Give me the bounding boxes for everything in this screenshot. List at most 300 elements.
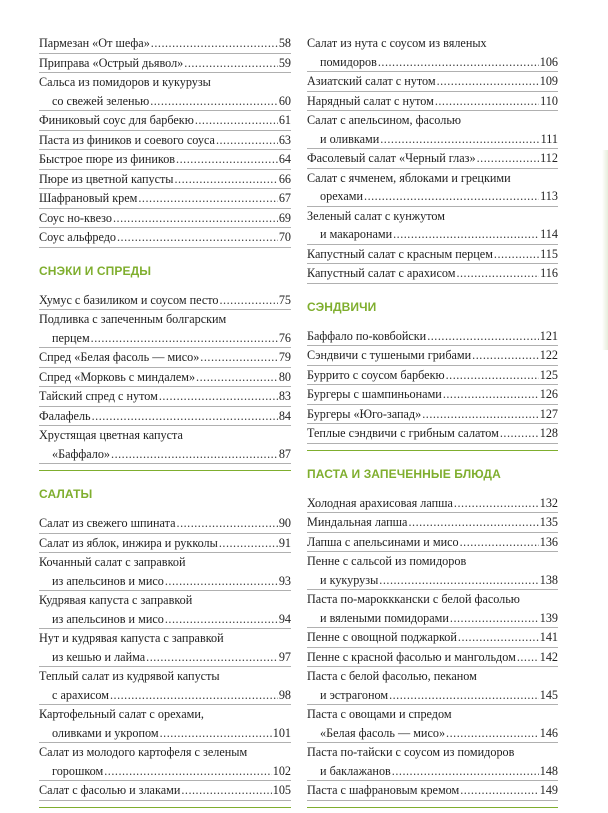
page-number: 102 — [272, 763, 291, 778]
toc-entry-line — [39, 572, 291, 591]
toc-entry-title: Холодная арахисовая лапша — [307, 495, 453, 510]
toc-entry-line — [39, 686, 291, 705]
toc-entry-title: Быстрое пюре из фиников — [39, 152, 176, 166]
toc-entry-line — [39, 762, 291, 781]
toc-entry-title: Пюре из цветной капусты — [39, 171, 174, 186]
toc-entry-line — [307, 609, 558, 628]
toc-entry — [39, 170, 291, 190]
toc-entry-title: и оливками — [320, 131, 380, 146]
toc-entry-line — [307, 686, 558, 705]
dot-leader — [117, 228, 278, 247]
dot-leader — [165, 572, 278, 591]
dot-leader — [392, 762, 539, 781]
toc-entry-line — [307, 72, 558, 91]
dot-leader — [494, 245, 539, 264]
page-number: 126 — [539, 387, 558, 401]
dot-leader — [450, 609, 539, 628]
toc-entry-title: «Белая фасоль — мисо» — [320, 725, 446, 740]
toc-entry-line — [307, 130, 558, 149]
toc-entry — [39, 514, 291, 534]
toc-entry-title: Кудрявая капуста с заправкой — [39, 593, 193, 607]
page-number: 84 — [278, 408, 291, 423]
toc-entry-line — [307, 92, 558, 111]
toc-entry-title: Салат из нута с соусом из вяленых — [307, 36, 487, 50]
page-number: 98 — [278, 687, 291, 702]
toc-entry-title: Пенне с овощной поджаркой — [307, 630, 457, 644]
dot-leader — [460, 781, 538, 800]
toc-entry — [39, 228, 291, 248]
toc-block — [307, 494, 558, 808]
toc-entry-line — [39, 534, 291, 553]
toc-entry-line — [307, 34, 558, 53]
toc-entry-line — [39, 553, 291, 572]
toc-entry-title: Салат с фасолью и злаками — [39, 783, 181, 797]
page-number: 76 — [278, 330, 291, 345]
toc-entry-title: Пенне с красной фасолью и мангольдом — [307, 649, 516, 664]
dot-leader — [408, 513, 538, 532]
section-heading-sandwiches: СЭНДВИЧИ — [307, 299, 377, 314]
toc-entry-line — [39, 445, 291, 464]
toc-entry-line — [39, 54, 291, 73]
toc-entry-title: Бургеры «Юго-запад» — [307, 406, 422, 421]
toc-entry-line — [39, 387, 291, 406]
page-number: 122 — [539, 348, 558, 362]
toc-entry-title: Подливка с запеченным болгарским — [39, 312, 227, 326]
toc-entry-line — [307, 225, 558, 244]
dot-leader — [151, 34, 278, 53]
dot-leader — [460, 533, 539, 552]
toc-entry-line — [39, 92, 291, 111]
toc-entry-line — [39, 73, 291, 92]
toc-entry-title: Хрустящая цветная капуста — [39, 428, 183, 442]
dot-leader — [389, 686, 539, 705]
page-number: 70 — [278, 230, 291, 244]
toc-entry-line — [39, 310, 291, 329]
dot-leader — [92, 407, 278, 426]
toc-entry-line — [39, 591, 291, 610]
toc-entry — [39, 189, 291, 209]
toc-entry-title: из кешью и лайма — [52, 649, 146, 664]
page-number: 135 — [539, 515, 558, 529]
toc-entry-title: с арахисом — [52, 687, 109, 702]
toc-entry-line — [39, 629, 291, 648]
toc-entry-title: Спред «Белая фасоль — мисо» — [39, 350, 200, 364]
dot-leader — [517, 648, 539, 667]
toc-entry — [39, 781, 291, 801]
toc-entry-line — [307, 264, 558, 283]
page-number: 67 — [278, 191, 291, 205]
dot-leader — [364, 187, 539, 206]
toc-entry — [39, 348, 291, 368]
toc-entry-line — [307, 149, 558, 168]
toc-entry — [39, 629, 291, 667]
toc-entry-title: Сэндвичи с тушеными грибами — [307, 348, 472, 362]
toc-entry-title: Салат с ячменем, яблоками и грецкими — [307, 170, 511, 185]
toc-entry-line — [307, 743, 558, 762]
toc-entry — [39, 34, 291, 54]
toc-entry-line — [307, 552, 558, 571]
toc-entry — [39, 150, 291, 170]
dot-leader — [113, 209, 278, 228]
page-number: 109 — [539, 74, 558, 88]
toc-entry-title: Баффало по-ковбойски — [307, 328, 427, 343]
toc-entry-line — [307, 187, 558, 206]
toc-entry — [307, 405, 558, 425]
toc-entry-line — [39, 348, 291, 367]
toc-entry — [307, 111, 558, 149]
toc-entry-title: Картофельный салат с орехами, — [39, 707, 204, 721]
toc-entry-line — [307, 781, 558, 800]
toc-entry — [307, 346, 558, 366]
page-number: 91 — [278, 535, 291, 550]
toc-entry-line — [307, 628, 558, 647]
toc-entry-title: Бургеры с шампиньонами — [307, 387, 442, 401]
toc-entry-title: Приправа «Острый дьявол» — [39, 55, 184, 70]
toc-entry-title: оливками и укропом — [52, 725, 159, 740]
toc-entry — [307, 385, 558, 405]
toc-entry-title: Буррито с соусом барбекю — [307, 367, 445, 382]
toc-entry-title: Лапша с апельсинами и мисо — [307, 534, 459, 549]
toc-entry-title: Салат из яблок, инжира и рукколы — [39, 535, 218, 550]
toc-entry — [39, 534, 291, 554]
dot-leader — [196, 368, 278, 387]
toc-entry-title: Нарядный салат с нутом — [307, 93, 434, 108]
toc-entry-line — [39, 111, 291, 130]
page-number: 79 — [278, 350, 291, 364]
toc-entry-title: Паста с шафрановым кремом — [307, 783, 460, 797]
toc-entry — [39, 553, 291, 591]
toc-entry-line — [39, 743, 291, 762]
dot-leader — [378, 53, 539, 72]
dot-leader — [111, 445, 278, 464]
dot-leader — [477, 149, 540, 168]
toc-entry — [307, 424, 558, 444]
toc-entry-line — [39, 648, 291, 667]
toc-entry-title: Азиатский салат с нутом — [307, 74, 436, 88]
toc-entry-title: Капустный салат с арахисом — [307, 266, 456, 280]
dot-leader — [393, 225, 539, 244]
toc-entry — [307, 207, 558, 245]
dot-leader — [110, 686, 278, 705]
toc-entry — [39, 743, 291, 781]
dot-leader — [175, 170, 278, 189]
toc-entry-title: Фалафель — [39, 408, 91, 423]
page-number: 87 — [278, 446, 291, 461]
page-number: 142 — [539, 649, 558, 664]
toc-entry-line — [307, 366, 558, 385]
toc-block — [307, 327, 558, 451]
section-heading-snacks: СНЭКИ И СПРЕДЫ — [39, 263, 152, 278]
dot-leader — [456, 264, 539, 283]
toc-entry-line — [307, 346, 558, 365]
toc-block — [39, 514, 291, 808]
toc-entry — [307, 149, 558, 169]
toc-entry — [307, 169, 558, 207]
toc-entry-line — [39, 150, 291, 169]
toc-entry-title: Паста с белой фасолью, пеканом — [307, 669, 477, 683]
dot-leader — [472, 346, 539, 365]
toc-entry-title: из апельсинов и мисо — [52, 611, 164, 626]
dot-leader — [446, 724, 539, 743]
toc-entry — [307, 590, 558, 628]
toc-entry-line — [307, 245, 558, 264]
toc-entry-line — [307, 207, 558, 226]
toc-entry-title: Соус альфредо — [39, 230, 116, 244]
toc-entry — [307, 264, 558, 284]
toc-entry-line — [39, 329, 291, 348]
toc-entry — [307, 648, 558, 668]
toc-entry — [39, 591, 291, 629]
page-number: 125 — [539, 367, 558, 382]
page-number: 105 — [272, 783, 291, 797]
toc-entry — [39, 209, 291, 229]
dot-leader — [146, 648, 278, 667]
toc-entry-line — [39, 781, 291, 800]
toc-entry-line — [39, 209, 291, 228]
dot-leader — [195, 111, 278, 130]
page-number: 114 — [540, 227, 558, 241]
toc-entry-line — [39, 189, 291, 208]
toc-entry-line — [39, 170, 291, 189]
toc-entry — [307, 34, 558, 72]
dot-leader — [446, 366, 539, 385]
toc-entry-title: помидоров — [320, 54, 377, 69]
dot-leader — [176, 150, 278, 169]
dot-leader — [104, 762, 271, 781]
toc-entry-title: Паста по-марокккански с белой фасолью — [307, 592, 520, 606]
toc-entry-line — [307, 111, 558, 130]
page-number: 69 — [278, 210, 291, 225]
page-number: 111 — [540, 131, 558, 146]
toc-entry — [307, 552, 558, 590]
dot-leader — [380, 130, 539, 149]
toc-entry-line — [307, 494, 558, 513]
page-number: 115 — [540, 246, 558, 261]
dot-leader — [500, 424, 539, 443]
toc-entry-title: орехами — [320, 189, 364, 203]
toc-entry-title: и баклажанов — [320, 763, 391, 778]
dot-leader — [220, 291, 278, 310]
page-number: 93 — [278, 573, 291, 588]
page-number: 59 — [278, 55, 291, 70]
dot-leader — [165, 610, 278, 629]
section-heading-salads: САЛАТЫ — [39, 487, 93, 501]
page-number: 66 — [278, 171, 291, 186]
toc-entry-title: перцем — [52, 330, 90, 345]
dot-leader — [160, 724, 272, 743]
toc-entry — [39, 426, 291, 464]
page-number: 128 — [539, 426, 558, 440]
toc-entry — [307, 513, 558, 533]
toc-entry-line — [307, 590, 558, 609]
toc-entry-title: Салат из молодого картофеля с зеленым — [39, 745, 248, 759]
toc-entry-line — [39, 407, 291, 426]
page-number: 63 — [278, 132, 291, 147]
dot-leader — [177, 514, 278, 533]
toc-entry-title: Спред «Морковь с миндалем» — [39, 369, 196, 384]
page-number: 94 — [278, 611, 291, 626]
toc-entry — [39, 310, 291, 348]
toc-entry-line — [307, 53, 558, 72]
toc-entry — [307, 494, 558, 514]
page-number: 145 — [539, 687, 558, 702]
page-number: 116 — [540, 266, 558, 280]
dot-leader — [427, 327, 539, 346]
toc-entry — [39, 111, 291, 131]
toc-entry-line — [307, 648, 558, 667]
toc-entry — [39, 705, 291, 743]
toc-entry-title: Нут и кудрявая капуста с заправкой — [39, 631, 224, 645]
toc-entry — [39, 667, 291, 705]
toc-entry-line — [307, 667, 558, 686]
toc-entry — [39, 73, 291, 111]
dot-leader — [138, 189, 277, 208]
toc-entry — [307, 743, 558, 781]
page-number: 136 — [539, 534, 558, 549]
toc-block — [307, 34, 558, 284]
page-number: 80 — [278, 369, 291, 384]
page-number: 146 — [539, 725, 558, 740]
dot-leader — [437, 72, 539, 91]
toc-entry — [307, 705, 558, 743]
dot-leader — [458, 628, 539, 647]
toc-entry-title: Теплые сэндвичи с грибным салатом — [307, 426, 499, 440]
toc-entry-title: «Баффало» — [52, 446, 111, 461]
toc-entry-line — [39, 291, 291, 310]
toc-entry-line — [307, 385, 558, 404]
toc-entry-line — [39, 131, 291, 150]
section-heading-pasta: ПАСТА И ЗАПЕЧЕННЫЕ БЛЮДА — [307, 466, 501, 481]
toc-entry-title: и кукурузы — [320, 572, 379, 587]
toc-entry-title: Фасолевый салат «Черный глаз» — [307, 151, 476, 165]
toc-entry — [39, 407, 291, 427]
toc-entry-title: Паста с овощами и спредом — [307, 707, 452, 721]
page-number: 110 — [540, 93, 558, 108]
page-number: 148 — [539, 763, 558, 778]
page-number: 60 — [278, 93, 291, 108]
dot-leader — [216, 131, 278, 150]
toc-entry — [307, 72, 558, 92]
page-number: 139 — [539, 610, 558, 625]
page-number: 75 — [278, 292, 291, 307]
dot-leader — [422, 405, 539, 424]
toc-entry — [307, 781, 558, 801]
page-number: 127 — [539, 406, 558, 421]
dot-leader — [159, 387, 278, 406]
toc-entry — [307, 628, 558, 648]
toc-entry-line — [39, 705, 291, 724]
toc-entry — [307, 327, 558, 347]
toc-entry-line — [39, 724, 291, 743]
toc-entry — [39, 131, 291, 151]
page-number: 138 — [539, 572, 558, 587]
toc-entry-line — [307, 169, 558, 188]
toc-entry-title: Пенне с сальсой из помидоров — [307, 554, 467, 568]
toc-entry-line — [307, 405, 558, 424]
page-number: 83 — [278, 389, 291, 403]
toc-entry-line — [39, 368, 291, 387]
toc-block — [39, 291, 291, 472]
page-number: 61 — [278, 113, 291, 127]
dot-leader — [454, 494, 539, 513]
toc-entry-title: Зеленый салат с кунжутом — [307, 208, 445, 223]
toc-entry-line — [307, 705, 558, 724]
toc-entry-line — [307, 571, 558, 590]
toc-entry — [307, 366, 558, 386]
dot-leader — [150, 92, 278, 111]
page-number: 97 — [278, 649, 291, 664]
dot-leader — [379, 571, 538, 590]
toc-entry-title: Шафрановый крем — [39, 191, 138, 205]
page-number: 64 — [278, 152, 291, 166]
toc-entry-line — [39, 34, 291, 53]
toc-entry-title: Паста из фиников и соевого соуса — [39, 132, 215, 147]
toc-entry-title: Хумус с базиликом и соусом песто — [39, 292, 219, 307]
dot-leader — [200, 348, 278, 367]
dot-leader — [91, 329, 278, 348]
toc-entry — [39, 387, 291, 407]
toc-entry-title: горошком — [52, 763, 104, 778]
left-column — [39, 34, 291, 808]
toc-entry — [307, 245, 558, 265]
dot-leader — [219, 534, 278, 553]
page-number: 141 — [539, 630, 558, 644]
toc-entry-title: Сальса из помидоров и кукурузы — [39, 75, 211, 89]
page-number: 112 — [540, 151, 558, 165]
toc-entry — [307, 92, 558, 112]
toc-entry-line — [39, 667, 291, 686]
toc-entry-title: Пармезан «От шефа» — [39, 36, 150, 50]
dot-leader — [184, 54, 278, 73]
dot-leader — [435, 92, 539, 111]
toc-entry-line — [307, 533, 558, 552]
toc-entry-title: со свежей зеленью — [52, 93, 150, 108]
toc-entry-line — [307, 424, 558, 443]
toc-entry-line — [39, 228, 291, 247]
toc-entry-title: и эстрагоном — [320, 687, 389, 702]
toc-entry-line — [39, 610, 291, 629]
toc-entry-title: Тайский спред с нутом — [39, 389, 158, 403]
toc-entry-title: Паста по-тайски с соусом из помидоров — [307, 745, 515, 759]
toc-entry-title: Салат из свежего шпината — [39, 516, 176, 530]
toc-entry-line — [39, 514, 291, 533]
toc-entry-title: Миндальная лапша — [307, 515, 408, 529]
right-column — [307, 34, 558, 808]
page-number: 90 — [278, 516, 291, 530]
page-number: 58 — [278, 36, 291, 50]
toc-entry-title: и вялеными помидорами — [320, 610, 449, 625]
dot-leader — [443, 385, 539, 404]
toc-entry-title: Капустный салат с красным перцем — [307, 246, 493, 261]
toc-entry — [39, 54, 291, 74]
toc-entry-title: Финиковый соус для барбекю — [39, 113, 194, 127]
toc-entry-line — [307, 513, 558, 532]
toc-entry — [307, 667, 558, 705]
toc-entry-line — [307, 327, 558, 346]
page-number: 121 — [539, 328, 558, 343]
page-number: 149 — [539, 783, 558, 797]
page-edge-shadow — [602, 150, 608, 350]
toc-entry-title: Кочанный салат с заправкой — [39, 555, 186, 569]
page-number: 132 — [539, 495, 558, 510]
page-number: 113 — [540, 189, 558, 203]
page-number: 101 — [272, 725, 291, 740]
toc-entry-line — [307, 724, 558, 743]
toc-entry-title: и макаронами — [320, 227, 393, 241]
toc-entry — [307, 533, 558, 553]
toc-entry-line — [307, 762, 558, 781]
dot-leader — [181, 781, 271, 800]
